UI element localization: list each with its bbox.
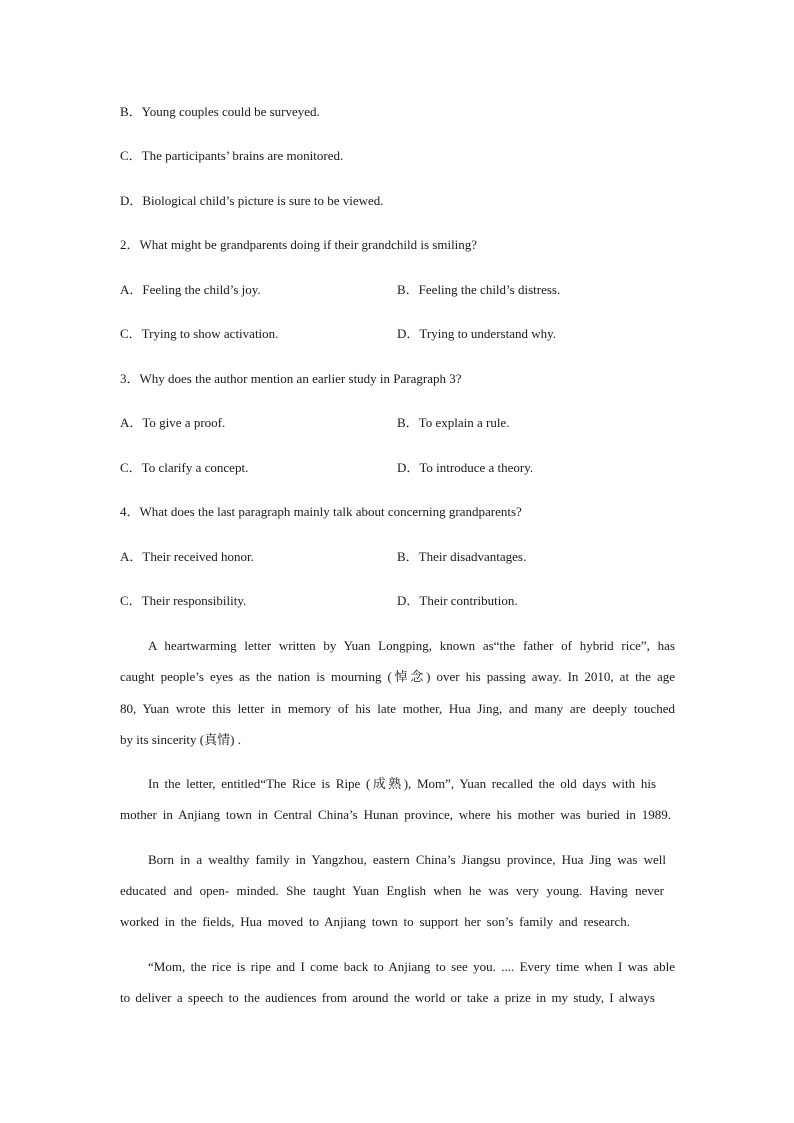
q3-stem: 3．Why does the author mention an earlier study in Paragraph 3? <box>120 371 462 386</box>
q3-option-a: A．To give a proof. <box>120 415 226 430</box>
q1-option-b: B．Young couples could be surveyed. <box>120 104 320 119</box>
q2-stem: 2．What might be grandparents doing if their grandchild is smiling? <box>120 237 478 252</box>
q4-option-b: B．Their disadvantages. <box>397 549 527 564</box>
q2-option-d: D．Trying to understand why. <box>397 326 557 341</box>
q4-option-c: C．Their responsibility. <box>120 593 247 608</box>
q2-option-c: C．Trying to show activation. <box>120 326 279 341</box>
passage-p4-line-2: to deliver a speech to the audiences from around the world or take a prize in my study, I always <box>120 990 655 1005</box>
q3-option-b: B．To explain a rule. <box>397 415 510 430</box>
passage-p4-line-1: “Mom, the rice is ripe and I come back to Anjiang to see you. .... Every time when I was able <box>148 959 675 974</box>
q1-option-d: D．Biological child’s picture is sure to be viewed. <box>120 193 384 208</box>
passage-p2-line-2: mother in Anjiang town in Central China’s Hunan province, where his mother was buried in 1989. <box>120 807 671 822</box>
q2-option-b: B．Feeling the child’s distress. <box>397 282 561 297</box>
passage-p3-line-3: worked in the fields, Hua moved to Anjiang town to support her son’s family and research. <box>120 914 630 929</box>
q4-stem: 4．What does the last paragraph mainly talk about concerning grandparents? <box>120 504 522 519</box>
passage-p1-line-3: 80, Yuan wrote this letter in memory of his late mother, Hua Jing, and many are deeply touched <box>120 701 675 716</box>
passage-p2-line-1: In the letter, entitled“The Rice is Ripe (成熟), Mom”, Yuan recalled the old days with his <box>148 776 656 791</box>
q2-option-a: A．Feeling the child’s joy. <box>120 282 261 297</box>
passage-p3-line-1: Born in a wealthy family in Yangzhou, eastern China’s Jiangsu province, Hua Jing was well <box>148 852 666 867</box>
q3-option-c: C．To clarify a concept. <box>120 460 249 475</box>
q1-option-c: C．The participants’ brains are monitored. <box>120 148 344 163</box>
passage-p1-line-1: A heartwarming letter written by Yuan Longping, known as“the father of hybrid rice”, has <box>148 638 675 653</box>
q4-option-d: D．Their contribution. <box>397 593 518 608</box>
passage-p1-line-4: by its sincerity (真情) . <box>120 732 241 747</box>
passage-p1-line-2: caught people’s eyes as the nation is mourning (悼念) over his passing away. In 2010, at the age <box>120 669 675 684</box>
passage-p3-line-2: educated and open- minded. She taught Yuan English when he was very young. Having never <box>120 883 664 898</box>
q3-option-d: D．To introduce a theory. <box>397 460 534 475</box>
q4-option-a: A．Their received honor. <box>120 549 254 564</box>
